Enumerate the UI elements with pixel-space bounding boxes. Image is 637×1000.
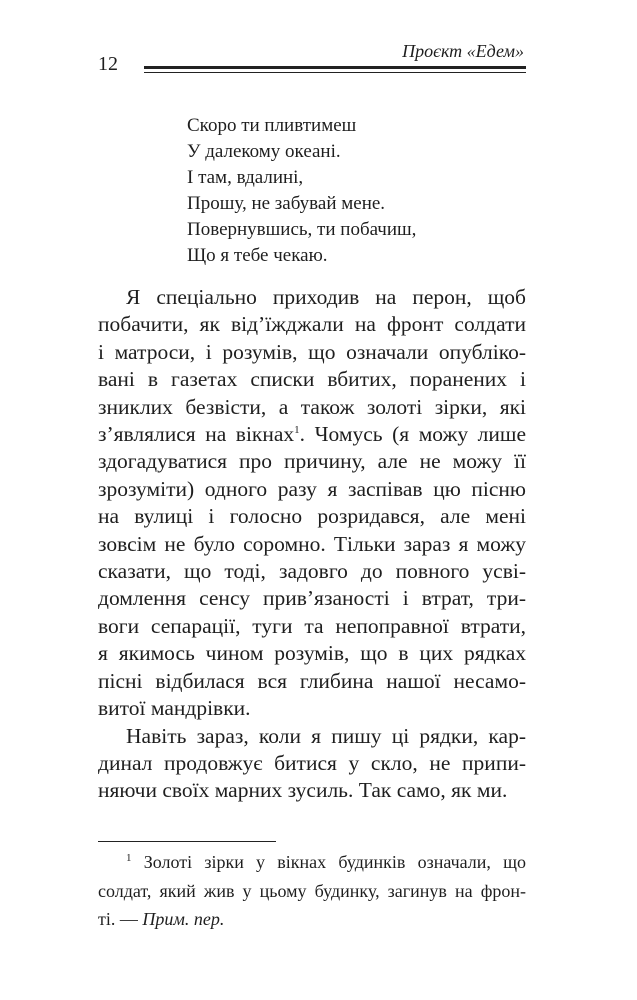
header-rule-thick	[144, 66, 526, 69]
paragraph-line: витої мандрівки.	[98, 696, 251, 721]
footnote-line	[98, 905, 526, 934]
paragraph-line: сказати, що тоді, задовго до повного усві-	[98, 559, 526, 584]
footnote-text: ті. —	[98, 909, 143, 929]
poem-line: Що я тебе чекаю.	[187, 245, 328, 266]
header-rule-thin	[144, 72, 526, 73]
paragraph-line: зниклих безвісти, а також золоті зірки, які	[98, 394, 526, 419]
paragraph-text: з’являлися на вікнах	[98, 422, 295, 447]
footnote-marker: 1	[126, 852, 132, 864]
paragraph-line: я якимось чином розумів, що в цих рядках	[98, 641, 526, 666]
paragraph-line: на вулиці і голосно розридався, але мені	[98, 504, 526, 529]
body-text	[98, 284, 526, 805]
footnote-text: Золоті зірки у вікнах будинків означали, що	[143, 852, 527, 872]
paragraph-line: пісні відбилася вся глибина нашої несамо-	[98, 668, 526, 693]
paragraph-line: зрозуміти) одного разу я заспівав цю пісню	[98, 476, 526, 501]
running-title: Проєкт «Едем»	[402, 41, 524, 61]
translator-note: Прим. пер.	[142, 909, 225, 929]
paragraph-line: здогадуватися про причину, але не можу її	[98, 449, 526, 474]
poem-line: Скоро ти пливтимеш	[187, 115, 357, 136]
footnote	[98, 848, 526, 934]
paragraph-line: воги сепарації, туги та непоправної втрати,	[98, 613, 526, 638]
footnote-line	[98, 848, 526, 877]
poem-line: Повернувшись, ти побачиш,	[187, 219, 417, 240]
footnote-rule	[98, 841, 276, 842]
paragraph-line: Навіть зараз, коли я пишу ці рядки, кар-	[126, 723, 526, 748]
page-number: 12	[98, 53, 118, 75]
poem-line: Прошу, не забувай мене.	[187, 193, 386, 214]
poem-block	[187, 113, 416, 269]
paragraph-line: побачити, як від’їжджали на фронт солдати	[98, 312, 526, 337]
paragraph-line: Я спеціально приходив на перон, щоб	[126, 285, 526, 309]
footnote-reference[interactable]: 1	[294, 423, 300, 436]
paragraph-line: зовсім не було соромно. Тільки зараз я можу	[98, 531, 526, 556]
paragraph-line-with-footnote	[98, 421, 526, 448]
paragraph-line: і матроси, і розумів, що означали опубліко-	[98, 339, 526, 364]
paragraph-line: вані в газетах списки вбитих, поранених і	[98, 367, 526, 392]
poem-line: І там, вдалині,	[187, 167, 304, 188]
poem-line: У далекому океані.	[187, 141, 341, 162]
paragraph-line: няючи своїх марних зусиль. Так само, як ми.	[98, 778, 508, 803]
paragraph-line: динал продовжує битися у скло, не припи-	[98, 750, 526, 775]
footnote-line: солдат, який жив у цьому будинку, загинув на фрон-	[98, 880, 526, 901]
paragraph-line: домлення сенсу прив’язаності і втрат, три-	[98, 586, 526, 611]
paragraph-text: . Чомусь (я можу лише	[299, 422, 526, 447]
